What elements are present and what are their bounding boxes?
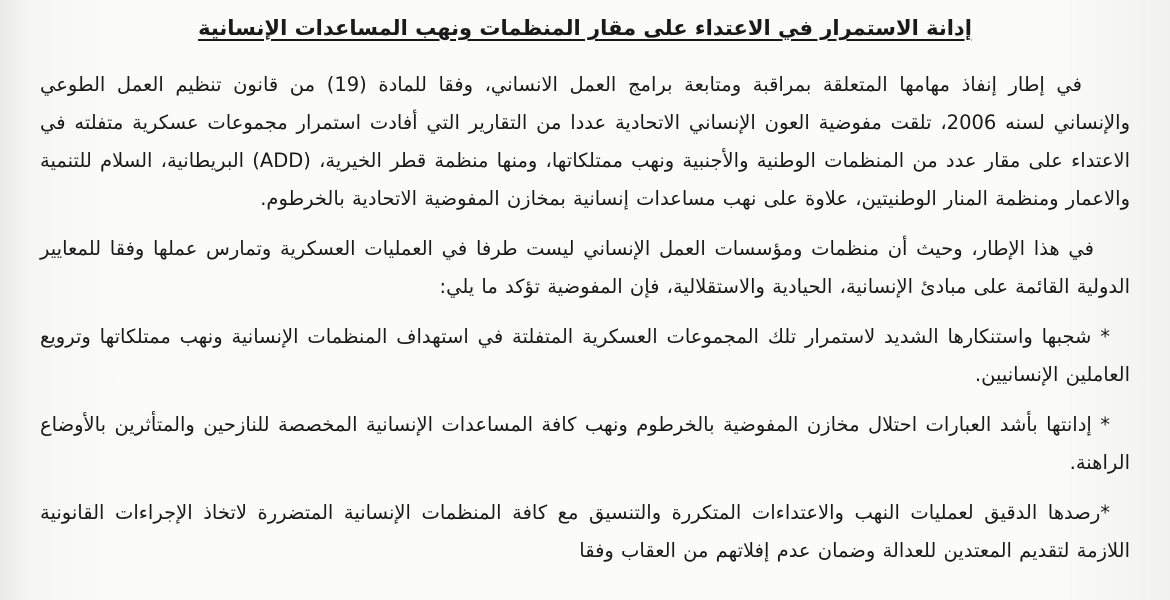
document-title: إدانة الاستمرار في الاعتداء على مقار المنظمات ونهب المساعدات الإنسانية bbox=[198, 16, 972, 40]
bullet-warehouse-looting: * إدانتها بأشد العبارات احتلال مخازن المفوضية بالخرطوم ونهب كافة المساعدات الإنسانية المخصصة للنازحين والمتأثرين بالأوضاع الراهنة. bbox=[40, 413, 1130, 474]
paragraph-intro: في إطار إنفاذ مهامها المتعلقة بمراقبة ومتابعة برامج العمل الانساني، وفقا للمادة (19) من قانون تنظيم العمل الطوعي والإنساني لسنه 2006، تلقت مفوضية العون الإنساني الاتحادية عددا من التقارير التي أفادت استمرار مجموعات عسكرية متفلته في الاعتداء على مقار عدد من المنظمات الوطنية والأجنبية ونهب ممتلكاتها، ومنها منظمة قطر الخيرية، (ADD) البريطانية، السلام للتنمية والاعمار ومنظمة المنار الوطنيتين، علاوة على نهب مساعدات إنسانية بمخازن المفوضية الاتحادية بالخرطوم. bbox=[40, 73, 1130, 210]
bullet-condemnation: * شجبها واستنكارها الشديد لاستمرار تلك المجموعات العسكرية المتفلتة في استهداف المنظمات الإنسانية ونهب ممتلكاتها وترويع العاملين الإنسانيين. bbox=[40, 325, 1130, 386]
bullet-monitoring: *رصدها الدقيق لعمليات النهب والاعتداءات المتكررة والتنسيق مع كافة المنظمات الإنسانية المتضررة لاتخاذ الإجراءات القانونية اللازمة لتقديم المعتدين للعدالة وضمان عدم إفلاتهم من العقاب وفقا bbox=[40, 501, 1130, 562]
paragraph-context: في هذا الإطار، وحيث أن منظمات ومؤسسات العمل الإنساني ليست طرفا في العمليات العسكرية وتمارس عملها وفقا للمعايير الدولية القائمة على مبادئ الإنسانية، الحيادية والاستقلالية، فإن المفوضية تؤكد ما يلي: bbox=[40, 237, 1130, 298]
document-body bbox=[40, 66, 1130, 582]
